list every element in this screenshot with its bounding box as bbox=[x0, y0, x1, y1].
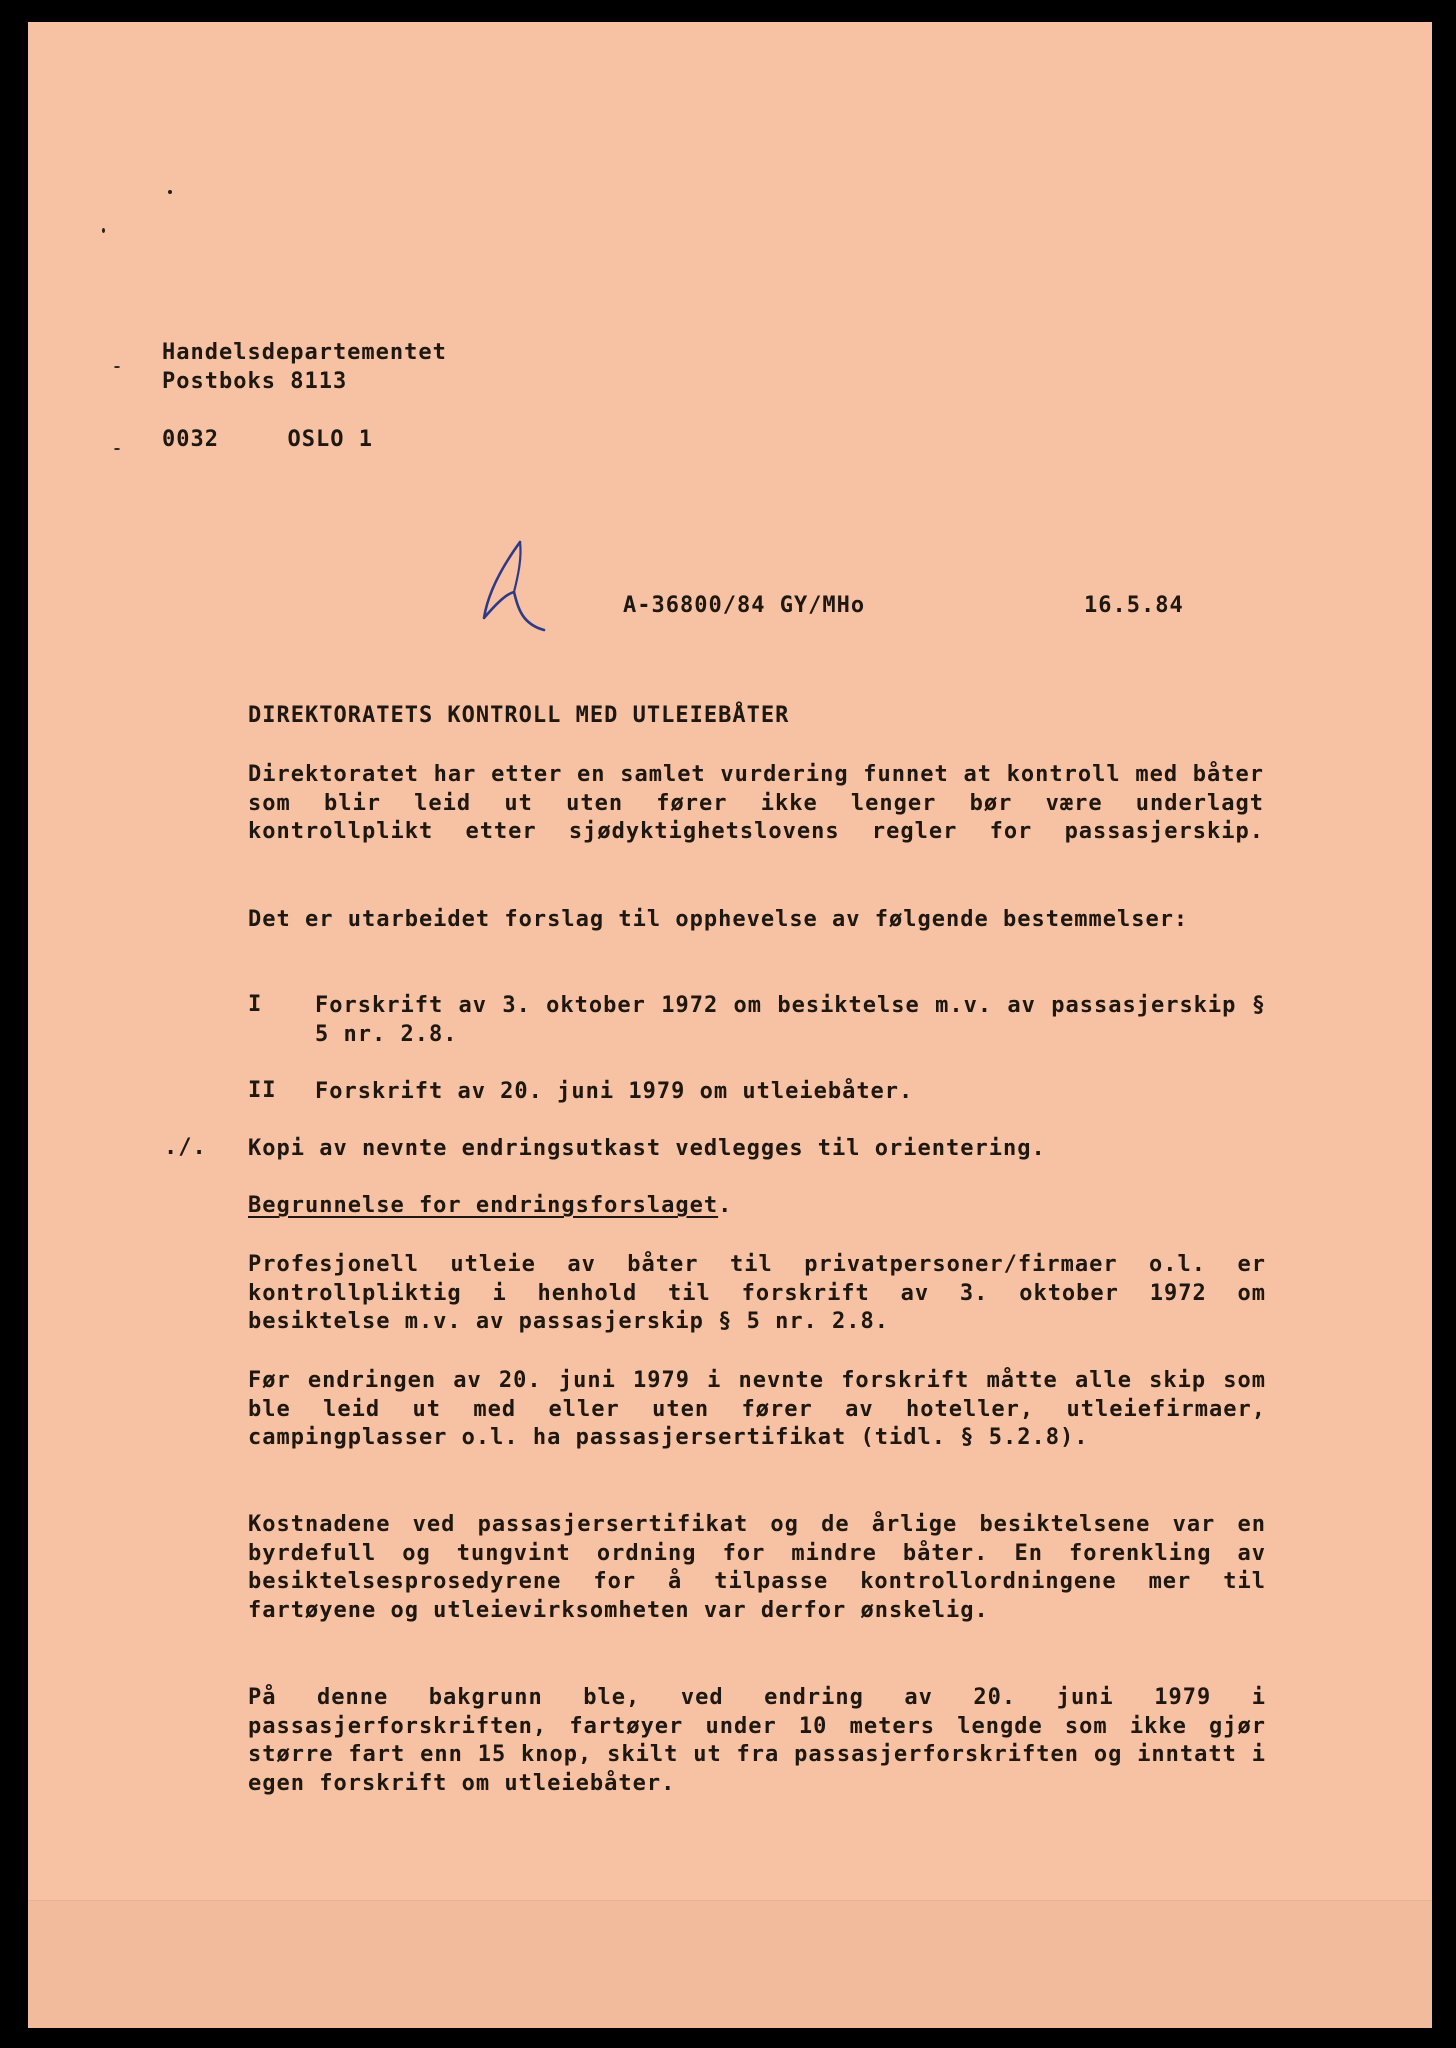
body-paragraph-2: Før endringen av 20. juni 1979 i nevnte forskrift måtte alle skip som ble leid ut med eller uten fører av hoteller, utleiefirmaer, campingplasser o.l. ha passasjersertifikat (tidl. § 5.2.8). bbox=[248, 1368, 1266, 1450]
attachment-margin-mark: ./. bbox=[164, 1135, 207, 1160]
scan-speck bbox=[114, 366, 120, 368]
scan-speck bbox=[168, 190, 172, 194]
recipient-postbox: Postboks 8113 bbox=[162, 369, 348, 394]
list-item-2-number: II bbox=[248, 1078, 277, 1103]
scan-speck bbox=[114, 448, 120, 450]
city: OSLO 1 bbox=[287, 427, 373, 452]
list-item-1-text: Forskrift av 3. oktober 1972 om besiktelse m.v. av passasjerskip § 5 nr. 2.8. bbox=[315, 993, 1266, 1047]
list-item-2-text: Forskrift av 20. juni 1979 om utleiebåter. bbox=[315, 1079, 914, 1104]
letter-title: DIREKTORATETS KONTROLL MED UTLEIEBÅTER bbox=[248, 703, 790, 728]
body-paragraph-1: Profesjonell utleie av båter til privatpersoner/firmaer o.l. er kontrollpliktig i henhold til forskrift av 3. oktober 1972 om besiktelse m.v. av passasjerskip § 5 nr. 2.8. bbox=[248, 1252, 1266, 1334]
body-paragraph-3: Kostnadene ved passasjersertifikat og de årlige besiktelsene var en byrdefull og tungvint ordning for mindre båter. En forenkling av besiktelsesprosedyrene for å tilpasse kontrollordningene mer til fartøyene og utleievirksomheten var derfor ønskelig. bbox=[248, 1512, 1266, 1623]
attachment-note: Kopi av nevnte endringsutkast vedlegges til orientering. bbox=[248, 1136, 1046, 1161]
document-page bbox=[28, 22, 1432, 2028]
section-heading-period: . bbox=[718, 1193, 733, 1218]
scan-speck bbox=[102, 228, 105, 233]
handwritten-initial bbox=[470, 534, 560, 644]
list-item-1-number: I bbox=[248, 992, 263, 1017]
intro-paragraph-2: Det er utarbeidet forslag til opphevelse av følgende bestemmelser: bbox=[248, 907, 1189, 932]
letter-date: 16.5.84 bbox=[1084, 593, 1184, 618]
recipient-city-line bbox=[162, 427, 373, 452]
page-bottom-fold bbox=[28, 1900, 1432, 2028]
recipient-name: Handelsdepartementet bbox=[162, 340, 447, 365]
reference-number: A-36800/84 GY/MHo bbox=[623, 593, 866, 618]
section-heading bbox=[248, 1193, 732, 1218]
intro-paragraph-1: Direktoratet har etter en samlet vurdering funnet at kontroll med båter som blir leid ut uten fører ikke lenger bør være underlagt kontrollplikt etter sjødyktighetslovens regler for passasjerskip. bbox=[248, 762, 1264, 844]
postcode: 0032 bbox=[162, 427, 219, 452]
section-heading-text: Begrunnelse for endringsforslaget bbox=[248, 1193, 719, 1218]
body-paragraph-4: På denne bakgrunn ble, ved endring av 20. juni 1979 i passasjerforskriften, fartøyer under 10 meters lengde som ikke gjør større fart enn 15 knop, skilt ut fra passasjerforskriften og inntatt i egen forskrift om utleiebåter. bbox=[248, 1685, 1266, 1796]
